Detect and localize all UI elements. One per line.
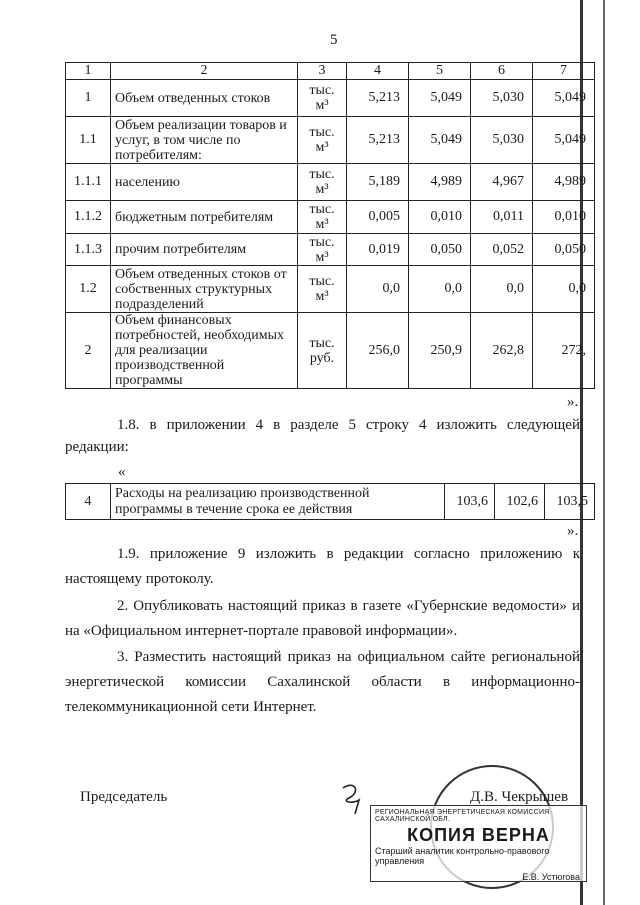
row-name: Объем отведенных стоков	[111, 80, 298, 117]
opening-quote: «	[118, 464, 126, 480]
chairman-name: Д.В. Чекрышев	[470, 789, 569, 805]
stamp-name: Е.В. Устюгова	[522, 872, 580, 882]
row-value-col4: 256,0	[347, 313, 409, 389]
column-header: 7	[533, 63, 595, 80]
row-number: 1.2	[66, 266, 111, 313]
stamp-title: КОПИЯ ВЕРНА	[407, 825, 550, 845]
row-value-2: 102,6	[495, 484, 545, 520]
row-value-col4: 5,213	[347, 80, 409, 117]
row-value-col4: 0,0	[347, 266, 409, 313]
row-name: Объем финансовых потребностей, необходимых для реализации производственной программы	[111, 313, 298, 389]
certified-copy-stamp	[370, 805, 587, 882]
row-value-col5: 5,049	[409, 80, 471, 117]
row-value-col7: 5,049	[533, 80, 595, 117]
row-number: 1.1.3	[66, 234, 111, 266]
row-value-col4: 5,189	[347, 164, 409, 201]
row-value-col4: 5,213	[347, 117, 409, 164]
row-number: 2	[66, 313, 111, 389]
paragraph-2: 2. Опубликовать настоящий приказ в газете «Губернские ведомости» и на «Официальном интернет-портале правовой информации».	[65, 598, 580, 639]
row-unit: тыс. м³	[298, 117, 347, 164]
row-name: Объем реализации товаров и услуг, в том числе по потребителям:	[111, 117, 298, 164]
closing-quote-2: ».	[567, 523, 579, 539]
chairman-label: Председатель	[80, 789, 168, 805]
row-value-col6: 0,0	[471, 266, 533, 313]
row-value-col6: 5,030	[471, 80, 533, 117]
table-header-row	[66, 63, 595, 80]
column-header: 2	[111, 63, 298, 80]
expense-row-table	[65, 483, 595, 520]
paragraph-1-8: 1.8. в приложении 4 в разделе 5 строку 4 изложить следующей редакции:	[65, 417, 580, 455]
row-name: Расходы на реализацию производственной программы в течение срока ее действия	[111, 484, 445, 520]
table-row	[66, 266, 595, 313]
row-unit: тыс. руб.	[298, 313, 347, 389]
closing-quote-1: ».	[567, 394, 579, 410]
row-value-3: 103,5	[545, 484, 595, 520]
row-value-col7: 272,	[533, 313, 595, 389]
row-unit: тыс. м³	[298, 201, 347, 234]
column-header: 3	[298, 63, 347, 80]
row-name: прочим потребителям	[111, 234, 298, 266]
row-value-1: 103,6	[445, 484, 495, 520]
stamp-organization: РЕГИОНАЛЬНАЯ ЭНЕРГЕТИЧЕСКАЯ КОМИССИЯ САХАЛИНСКОЙ ОБЛ.	[375, 809, 550, 823]
column-header: 5	[409, 63, 471, 80]
table-row	[66, 313, 595, 389]
row-number: 4	[66, 484, 111, 520]
row-value-col6: 0,052	[471, 234, 533, 266]
production-program-table	[65, 62, 595, 389]
table-row	[66, 484, 595, 520]
row-value-col6: 4,967	[471, 164, 533, 201]
row-value-col5: 0,010	[409, 201, 471, 234]
row-value-col6: 5,030	[471, 117, 533, 164]
row-value-col6: 0,011	[471, 201, 533, 234]
row-value-col7: 5,049	[533, 117, 595, 164]
row-number: 1	[66, 80, 111, 117]
row-unit: тыс. м³	[298, 266, 347, 313]
row-name: Объем отведенных стоков от собственных структурных подразделений	[111, 266, 298, 313]
row-value-col7: 0,0	[533, 266, 595, 313]
table-row	[66, 117, 595, 164]
signature-mark	[335, 778, 375, 818]
row-number: 1.1.2	[66, 201, 111, 234]
row-unit: тыс. м³	[298, 234, 347, 266]
row-value-col5: 250,9	[409, 313, 471, 389]
row-unit: тыс. м³	[298, 80, 347, 117]
row-value-col7: 0,010	[533, 201, 595, 234]
row-value-col5: 0,0	[409, 266, 471, 313]
table-row	[66, 164, 595, 201]
table-row	[66, 201, 595, 234]
row-value-col6: 262,8	[471, 313, 533, 389]
row-value-col4: 0,019	[347, 234, 409, 266]
page-number: 5	[330, 32, 338, 48]
table-row	[66, 80, 595, 117]
row-name: населению	[111, 164, 298, 201]
row-unit: тыс. м³	[298, 164, 347, 201]
row-value-col5: 0,050	[409, 234, 471, 266]
column-header: 4	[347, 63, 409, 80]
row-value-col5: 4,989	[409, 164, 471, 201]
column-header: 1	[66, 63, 111, 80]
row-name: бюджетным потребителям	[111, 201, 298, 234]
row-value-col7: 4,989	[533, 164, 595, 201]
paragraph-3: 3. Разместить настоящий приказ на официальном сайте региональной энергетической комиссии Сахалинской области в информационно-телекоммуникационной сети Интернет.	[65, 649, 580, 715]
table-row	[66, 234, 595, 266]
column-header: 6	[471, 63, 533, 80]
row-value-col5: 5,049	[409, 117, 471, 164]
row-value-col4: 0,005	[347, 201, 409, 234]
row-number: 1.1	[66, 117, 111, 164]
stamp-position: Старший аналитик контрольно-правового управления	[375, 846, 550, 866]
row-number: 1.1.1	[66, 164, 111, 201]
row-value-col7: 0,050	[533, 234, 595, 266]
paragraph-1-9: 1.9. приложение 9 изложить в редакции согласно приложению к настоящему протоколу.	[65, 546, 580, 587]
